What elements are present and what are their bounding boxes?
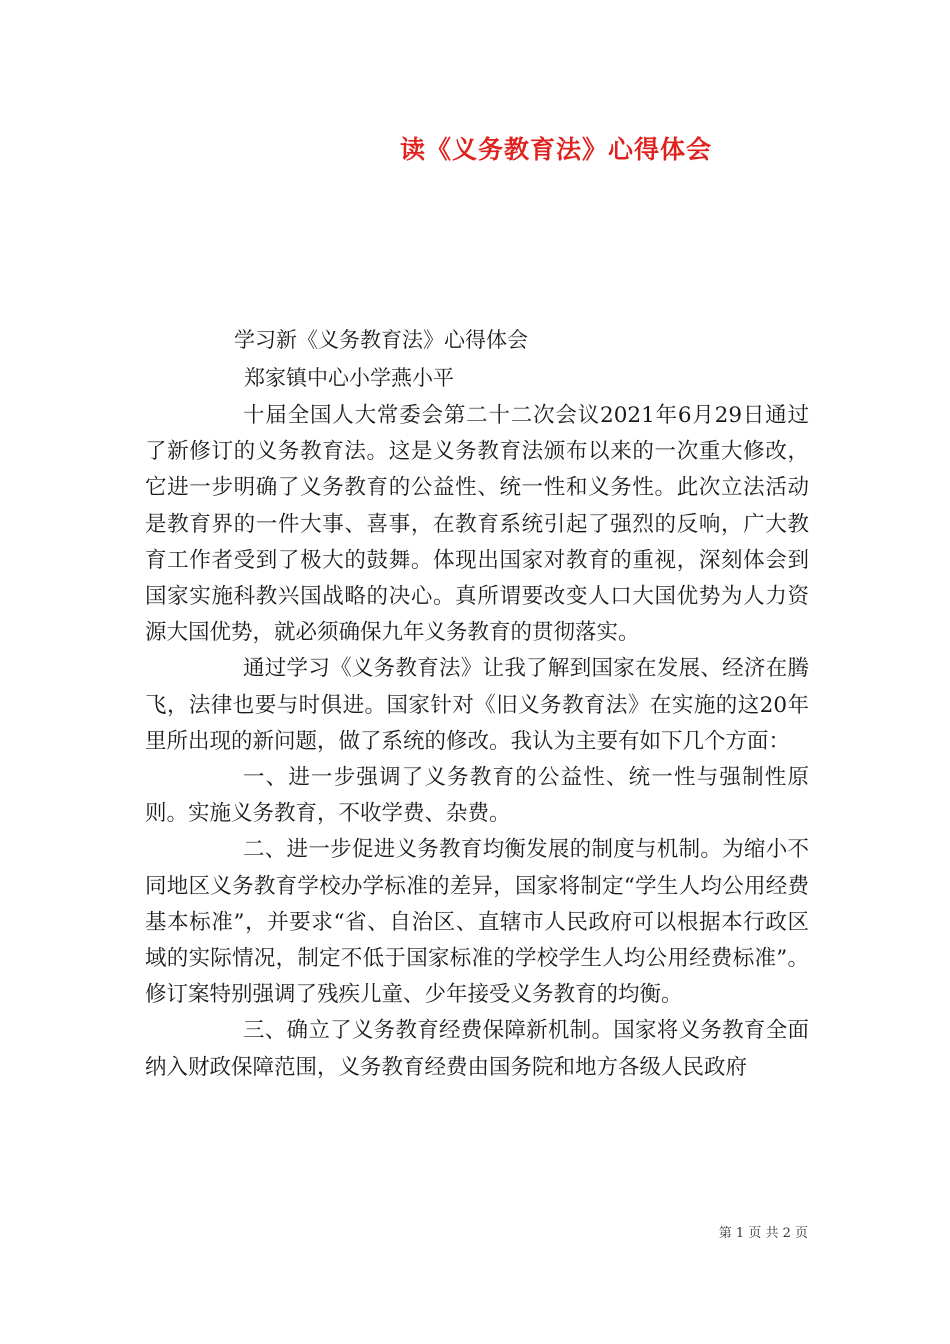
document-body bbox=[145, 398, 809, 1086]
document-title: 读《义务教育法》心得体会 bbox=[399, 135, 712, 164]
paragraph: 二、进一步促进义务教育均衡发展的制度与机制。为缩小不同地区义务教育学校办学标准的差异，国家将制定“学生人均公用经费基本标准”，并要求“省、自治区、直辖市人民政府可以根据本行政区域的实际情况，制定不低于国家标准的学校学生人均公用经费标准”。修订案特别强调了残疾儿童、少年接受义务教育的均衡。 bbox=[145, 837, 809, 1008]
document-subtitle: 学习新《义务教育法》心得体会 bbox=[234, 328, 528, 352]
paragraph: 三、确立了义务教育经费保障新机制。国家将义务教育全面纳入财政保障范围，义务教育经费由国务院和地方各级人民政府 bbox=[145, 1018, 809, 1080]
page-number: 第 1 页 共 2 页 bbox=[718, 1226, 808, 1241]
paragraph: 一、进一步强调了义务教育的公益性、统一性与强制性原则。实施义务教育，不收学费、杂费。 bbox=[145, 765, 809, 827]
paragraph: 十届全国人大常委会第二十二次会议2021年6月29日通过了新修订的义务教育法。这是义务教育法颁布以来的一次重大修改，它进一步明确了义务教育的公益性、统一性和义务性。此次立法活动是教育界的一件大事、喜事，在教育系统引起了强烈的反响，广大教育工作者受到了极大的鼓舞。体现出国家对教育的重视，深刻体会到国家实施科教兴国战略的决心。真所谓要改变人口大国优势为人力资源大国优势，就必须确保九年义务教育的贯彻落实。 bbox=[145, 403, 809, 646]
paragraph: 通过学习《义务教育法》让我了解到国家在发展、经济在腾飞，法律也要与时俱进。国家针对《旧义务教育法》在实施的这20年里所出现的新问题，做了系统的修改。我认为主要有如下几个方面： bbox=[145, 656, 809, 754]
author-line: 郑家镇中心小学燕小平 bbox=[244, 366, 454, 390]
